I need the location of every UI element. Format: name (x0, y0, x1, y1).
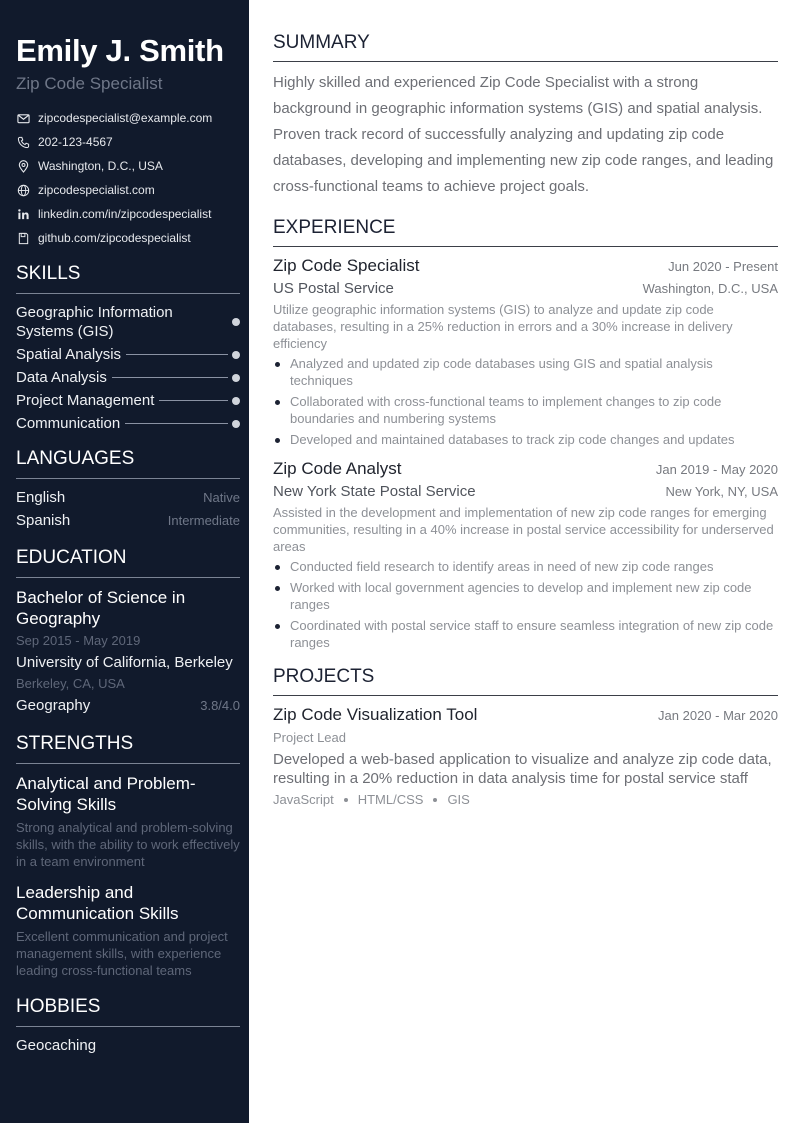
skill-label: Communication (16, 415, 121, 432)
phone-icon (16, 135, 30, 149)
education-dates: Sep 2015 - May 2019 (16, 633, 141, 648)
job-company: US Postal Service (273, 280, 394, 297)
job-entry (273, 458, 778, 651)
project-description: Developed a web-based application to visualize and analyze zip code data, resulting in a 20% reduction in data analysis time for postal service staff (273, 751, 772, 787)
contact-location (16, 154, 240, 178)
skill-leader-line (159, 400, 228, 401)
skill-item (16, 368, 240, 387)
summary-heading: SUMMARY (273, 31, 778, 62)
experience-section (273, 216, 778, 651)
skill-dot (232, 374, 240, 382)
job-company: New York State Postal Service (273, 483, 476, 500)
language-name: Spanish (16, 512, 71, 529)
job-dates: Jan 2019 - May 2020 (655, 462, 778, 477)
summary-text: Highly skilled and experienced Zip Code Specialist with a strong background in geographic information systems (GIS) and spatial analysis. Proven track record of successfully analyzing and updating zip code databases, developing and implementing new zip code ranges, and leading cross-functional teams to achieve project goals. (273, 74, 774, 195)
job-location: New York, NY, USA (665, 484, 778, 499)
project-role: Project Lead (273, 730, 346, 745)
education-location: Berkeley, CA, USA (16, 676, 125, 691)
skill-label: Spatial Analysis (16, 346, 122, 363)
tag-separator (433, 798, 437, 802)
strength-item (16, 773, 240, 870)
skills-heading: SKILLS (16, 262, 240, 294)
sidebar (0, 0, 249, 1123)
language-item (16, 488, 240, 507)
contact-linkedin-text: linkedin.com/in/zipcodespecialist (38, 207, 212, 221)
education-school: University of California, Berkeley (16, 654, 233, 671)
job-bullet: Collaborated with cross-functional teams to implement changes to zip code boundaries and numbering systems (273, 393, 778, 427)
skill-leader-line (191, 322, 228, 323)
globe-icon (16, 183, 30, 197)
strength-description: Strong analytical and problem-solving skills, with the ability to work effectively in a team environment (16, 820, 240, 869)
job-location: Washington, D.C., USA (642, 281, 778, 296)
strengths-section (16, 732, 240, 979)
location-icon (16, 159, 30, 173)
hobby-item: Geocaching (16, 1037, 97, 1054)
languages-heading: LANGUAGES (16, 447, 240, 479)
job-bullet: Analyzed and updated zip code databases using GIS and spatial analysis techniques (273, 355, 778, 389)
skill-item (16, 391, 240, 410)
project-title: Zip Code Visualization Tool (273, 705, 478, 724)
skill-item (16, 303, 240, 341)
project-dates: Jan 2020 - Mar 2020 (658, 708, 778, 723)
skill-dot (232, 318, 240, 326)
skill-label: Project Management (16, 392, 155, 409)
projects-section (273, 665, 778, 807)
skills-section (16, 262, 240, 433)
job-bullet: Worked with local government agencies to develop and implement new zip code ranges (273, 579, 778, 613)
job-title: Zip Code Analyst (273, 459, 402, 478)
contact-list (16, 106, 240, 250)
hobbies-heading: HOBBIES (16, 995, 240, 1027)
strength-title: Analytical and Problem-Solving Skills (16, 774, 196, 814)
project-tag: JavaScript (273, 792, 334, 807)
skill-label: Data Analysis (16, 369, 107, 386)
skill-item (16, 345, 240, 364)
contact-phone[interactable] (16, 130, 240, 154)
project-tags (273, 792, 778, 807)
contact-email-text: zipcodespecialist@example.com (38, 111, 213, 125)
job-bullets (273, 558, 778, 651)
skill-item (16, 414, 240, 433)
contact-phone-text: 202-123-4567 (38, 135, 113, 149)
language-level: Intermediate (167, 513, 240, 528)
skill-dot (232, 397, 240, 405)
languages-section (16, 447, 240, 530)
main-content (273, 31, 778, 807)
skill-label: Geographic Information Systems (GIS) (16, 304, 173, 340)
education-heading: EDUCATION (16, 546, 240, 578)
tag-separator (344, 798, 348, 802)
skill-dot (232, 351, 240, 359)
contact-github-text: github.com/zipcodespecialist (38, 231, 191, 245)
email-icon (16, 111, 30, 125)
education-degree: Bachelor of Science in Geography (16, 588, 186, 628)
skill-leader-line (126, 354, 228, 355)
strength-item (16, 882, 240, 979)
skill-leader-line (112, 377, 228, 378)
project-tag: GIS (447, 792, 470, 807)
contact-website[interactable] (16, 178, 240, 202)
education-field: Geography (16, 697, 91, 714)
language-item (16, 511, 240, 530)
contact-email[interactable] (16, 106, 240, 130)
job-bullet: Developed and maintained databases to track zip code changes and updates (273, 431, 778, 448)
job-bullet: Coordinated with postal service staff to ensure seamless integration of new zip code ranges (273, 617, 778, 651)
project-entry (273, 704, 778, 807)
skill-dot (232, 420, 240, 428)
candidate-title: Zip Code Specialist (16, 74, 163, 93)
summary-section (273, 31, 778, 200)
contact-github[interactable] (16, 226, 240, 250)
job-title: Zip Code Specialist (273, 256, 420, 275)
contact-website-text: zipcodespecialist.com (38, 183, 155, 197)
job-description: Assisted in the development and implementation of new zip code ranges for emerging communities, resulting in a 40% increase in postal service accessibility for underserved areas (273, 505, 774, 554)
contact-location-text: Washington, D.C., USA (38, 159, 163, 173)
linkedin-icon (16, 207, 30, 221)
job-bullets (273, 355, 778, 448)
experience-heading: EXPERIENCE (273, 216, 778, 247)
strengths-heading: STRENGTHS (16, 732, 240, 764)
hobbies-section (16, 995, 240, 1055)
language-level: Native (203, 490, 240, 505)
job-dates: Jun 2020 - Present (668, 259, 778, 274)
strength-description: Excellent communication and project management skills, with experience leading cross-functional teams (16, 929, 228, 978)
education-gpa: 3.8/4.0 (200, 698, 240, 713)
language-name: English (16, 489, 66, 506)
job-entry (273, 255, 778, 448)
education-section (16, 546, 240, 715)
contact-linkedin[interactable] (16, 202, 240, 226)
candidate-name: Emily J. Smith (16, 33, 224, 68)
strength-title: Leadership and Communication Skills (16, 883, 179, 923)
job-description: Utilize geographic information systems (GIS) to analyze and update zip code databases, resulting in a 25% reduction in errors and a 30% increase in delivery efficiency (273, 302, 733, 351)
job-bullet: Conducted field research to identify areas in need of new zip code ranges (273, 558, 778, 575)
projects-heading: PROJECTS (273, 665, 778, 696)
project-tag: HTML/CSS (357, 792, 424, 807)
skill-leader-line (125, 423, 228, 424)
github-icon (16, 231, 30, 245)
